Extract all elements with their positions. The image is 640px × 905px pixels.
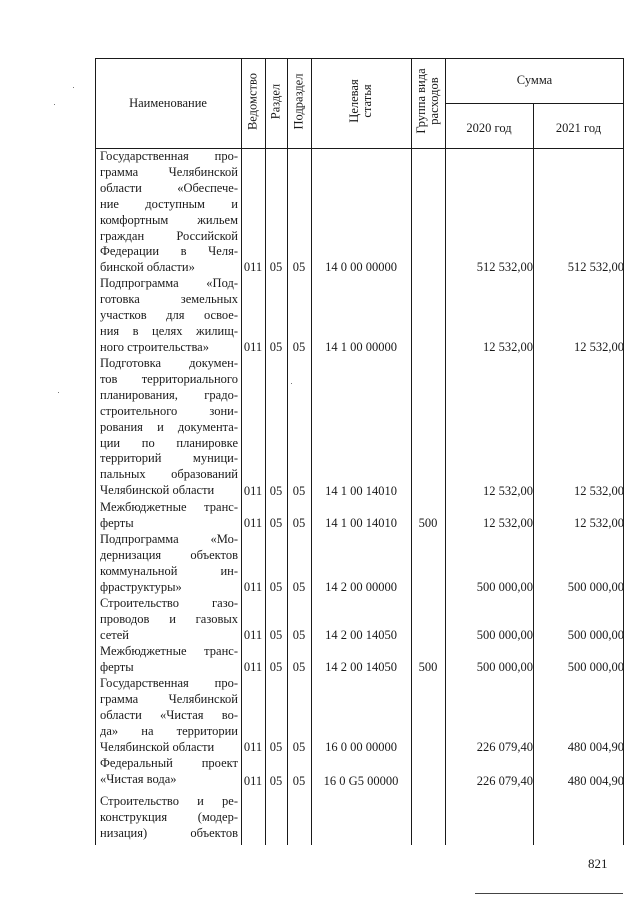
cell-sum-2020: 500 000,00 <box>476 628 533 642</box>
name-line: бинской области» <box>100 260 195 275</box>
cell-sum-2021: 500 000,00 <box>567 628 624 642</box>
name-line: Федерации в Челя- <box>100 244 238 259</box>
cell-podrazdel: 05 <box>292 260 306 274</box>
header-celevaya-line2: статья <box>360 84 374 118</box>
name-line: низация) объектов <box>100 825 238 840</box>
cell-podrazdel: 05 <box>292 516 306 530</box>
header-gruppa-line2: расходов <box>427 77 441 125</box>
name-line: ции по планировке <box>100 435 238 450</box>
cell-razdel: 05 <box>269 740 283 754</box>
cell-celevaya: 14 2 00 14050 <box>325 628 397 642</box>
cell-vedomstvo: 011 <box>243 260 263 274</box>
name-line: коммунальной ин- <box>100 563 238 578</box>
cell-sum-2020: 500 000,00 <box>476 580 533 594</box>
name-line: дернизация объектов <box>100 547 238 562</box>
name-line: Государственная про- <box>100 676 238 690</box>
cell-gruppa: 500 <box>418 660 438 674</box>
header-year-2020: 2020 год <box>466 121 512 135</box>
cell-sum-2021: 480 004,90 <box>567 774 624 788</box>
name-line: сетей <box>100 627 129 642</box>
cell-razdel: 05 <box>269 580 283 594</box>
cell-celevaya: 16 0 00 00000 <box>325 740 397 754</box>
name-line: Государственная про- <box>100 149 238 163</box>
name-line: Подпрограмма «Мо- <box>100 532 238 546</box>
name-line: Подготовка докумен- <box>100 356 238 370</box>
name-line: грамма Челябинской <box>100 164 238 179</box>
row-name <box>100 356 238 499</box>
cell-podrazdel: 05 <box>292 628 306 642</box>
cell-vedomstvo: 011 <box>243 740 263 754</box>
name-line: участков для освое- <box>100 307 238 322</box>
cell-sum-2020: 12 532,00 <box>483 340 533 354</box>
cell-vedomstvo: 011 <box>243 580 263 594</box>
cell-celevaya: 14 1 00 00000 <box>325 340 397 354</box>
cell-sum-2021: 12 532,00 <box>574 340 624 354</box>
row-name <box>100 596 238 644</box>
name-line: ферты <box>100 659 134 674</box>
row-name <box>100 644 238 676</box>
header-razdel: Раздел <box>268 83 283 120</box>
cell-razdel: 05 <box>269 260 283 274</box>
cell-razdel: 05 <box>269 340 283 354</box>
scan-speck <box>58 392 59 393</box>
name-line: Федеральный проект <box>100 756 238 770</box>
name-line: комфортным жильем <box>100 212 238 227</box>
name-line: конструкция (модер- <box>100 809 238 824</box>
name-line: Межбюджетные транс- <box>100 644 238 658</box>
name-line: территорий муници- <box>100 451 238 466</box>
cell-podrazdel: 05 <box>292 660 306 674</box>
header-podrazdel: Подраздел <box>291 73 306 130</box>
cell-vedomstvo: 011 <box>243 484 263 498</box>
cell-vedomstvo: 011 <box>243 628 263 642</box>
row-name <box>100 500 238 532</box>
header-gruppa-line1: Группа вида <box>414 68 428 134</box>
cell-vedomstvo: 011 <box>243 516 263 530</box>
name-line: Межбюджетные транс- <box>100 500 238 514</box>
row-name <box>100 794 238 842</box>
cell-sum-2021: 500 000,00 <box>567 660 624 674</box>
name-line: тов территориального <box>100 371 238 386</box>
scan-speck <box>291 383 292 384</box>
scan-speck <box>54 104 55 105</box>
name-line: области «Чистая во- <box>100 707 238 722</box>
name-line: ния в целях жилищ- <box>100 323 238 338</box>
name-line: планирования, градо- <box>100 387 238 402</box>
name-line: Строительство и ре- <box>100 794 238 808</box>
name-line: Подпрограмма «Под- <box>100 276 238 290</box>
name-line: Строительство газо- <box>100 596 238 610</box>
cell-sum-2021: 12 532,00 <box>574 516 624 530</box>
name-line: пальных образований <box>100 467 238 482</box>
header-vedomstvo: Ведомство <box>245 72 260 131</box>
cell-celevaya: 16 0 G5 00000 <box>323 774 399 788</box>
cell-vedomstvo: 011 <box>243 660 263 674</box>
cell-celevaya: 14 0 00 00000 <box>325 260 397 274</box>
header-year-2021: 2021 год <box>555 121 602 135</box>
row-name <box>100 149 238 276</box>
header-name: Наименование <box>129 96 207 110</box>
cell-razdel: 05 <box>269 484 283 498</box>
name-line: готовка земельных <box>100 291 238 306</box>
name-line: «Чистая вода» <box>100 771 177 786</box>
cell-podrazdel: 05 <box>292 580 306 594</box>
cell-vedomstvo: 011 <box>243 340 263 354</box>
name-line: фраструктуры» <box>100 579 182 594</box>
cell-sum-2021: 480 004,90 <box>567 740 624 754</box>
row-name <box>100 276 238 356</box>
cell-podrazdel: 05 <box>292 340 306 354</box>
cell-celevaya: 14 1 00 14010 <box>325 484 397 498</box>
name-line: Челябинской области <box>100 739 215 754</box>
cell-celevaya: 14 2 00 00000 <box>325 580 397 594</box>
cell-sum-2021: 512 532,00 <box>567 260 624 274</box>
name-line: граждан Российской <box>100 228 238 243</box>
cell-sum-2020: 12 532,00 <box>483 484 533 498</box>
header-summa: Сумма <box>516 73 553 87</box>
name-line: строительного зони- <box>100 403 238 418</box>
cell-razdel: 05 <box>269 628 283 642</box>
scan-speck <box>73 87 74 88</box>
row-name <box>100 756 238 788</box>
name-line: ферты <box>100 515 134 530</box>
cell-gruppa: 500 <box>418 516 438 530</box>
cell-razdel: 05 <box>269 774 283 788</box>
cell-sum-2020: 512 532,00 <box>476 260 533 274</box>
name-line: области «Обеспече- <box>100 180 238 195</box>
row-name <box>100 676 238 756</box>
name-line: Челябинской области <box>100 483 215 498</box>
name-line: да» на территории <box>100 723 238 738</box>
cell-razdel: 05 <box>269 660 283 674</box>
cell-sum-2021: 12 532,00 <box>574 484 624 498</box>
header-gruppa-vida-raskhodov <box>415 56 441 146</box>
cell-podrazdel: 05 <box>292 484 306 498</box>
name-line: ного строительства» <box>100 339 209 354</box>
cell-podrazdel: 05 <box>292 740 306 754</box>
cell-sum-2021: 500 000,00 <box>567 580 624 594</box>
header-celevaya-statya <box>348 56 374 146</box>
cell-sum-2020: 226 079,40 <box>476 774 533 788</box>
name-line: ние доступным и <box>100 196 238 211</box>
cell-celevaya: 14 2 00 14050 <box>325 660 397 674</box>
footer-rule <box>475 893 623 894</box>
cell-sum-2020: 226 079,40 <box>476 740 533 754</box>
cell-vedomstvo: 011 <box>243 774 263 788</box>
row-name <box>100 532 238 596</box>
page-number: 821 <box>588 856 608 871</box>
cell-celevaya: 14 1 00 14010 <box>325 516 397 530</box>
name-line: грамма Челябинской <box>100 691 238 706</box>
cell-sum-2020: 12 532,00 <box>483 516 533 530</box>
budget-table-page <box>95 58 624 845</box>
cell-sum-2020: 500 000,00 <box>476 660 533 674</box>
cell-podrazdel: 05 <box>292 774 306 788</box>
name-line: проводов и газовых <box>100 611 238 626</box>
cell-razdel: 05 <box>269 516 283 530</box>
name-line: рования и документа- <box>100 419 238 434</box>
header-celevaya-line1: Целевая <box>347 79 361 123</box>
